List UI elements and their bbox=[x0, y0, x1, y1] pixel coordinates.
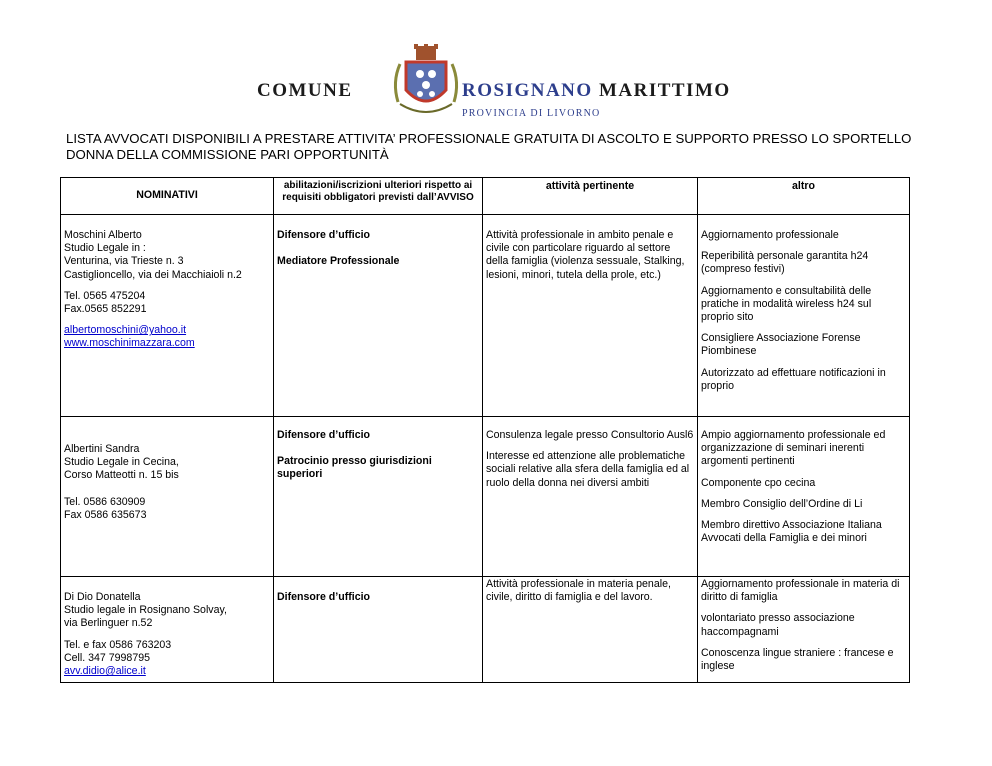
altro-item: Autorizzato ad effettuare notificazioni in proprio bbox=[701, 366, 886, 392]
altro-item: Consigliere Associazione Forense Piombinese bbox=[701, 332, 861, 358]
lawyers-table bbox=[60, 177, 910, 683]
lawyer-fax: Fax.0565 852291 bbox=[64, 303, 147, 316]
altro-item: Componente cpo cecina bbox=[701, 476, 816, 489]
cell-abilitazioni bbox=[274, 577, 483, 683]
cell-altro bbox=[698, 417, 910, 577]
altro-item: Membro Consiglio dell’Ordine di Li bbox=[701, 497, 863, 510]
lawyer-fax: Fax 0586 635673 bbox=[64, 508, 147, 521]
attivita-item: Attività professionale in materia penale, civile, diritto di famiglia e del lavoro. bbox=[486, 578, 671, 604]
lawyer-name: Moschini Alberto bbox=[64, 229, 142, 241]
cell-attivita bbox=[483, 215, 698, 417]
attivita-item: Consulenza legale presso Consultorio Ausl6 bbox=[486, 429, 694, 441]
logo-rosignano: ROSIGNANO bbox=[462, 80, 593, 101]
lawyer-tel: Tel. e fax 0586 763203 bbox=[64, 638, 172, 651]
abilitazione-item: Difensore d’ufficio bbox=[277, 229, 370, 241]
cell-abilitazioni bbox=[274, 417, 483, 577]
logo-provincia: PROVINCIA DI LIVORNO bbox=[462, 108, 601, 119]
abilitazione-item: Difensore d’ufficio bbox=[277, 591, 370, 603]
cell-altro bbox=[698, 215, 910, 417]
table-header-row bbox=[61, 178, 910, 215]
cell-altro bbox=[698, 577, 910, 683]
lawyer-website-link[interactable]: www.moschinimazzara.com bbox=[64, 337, 195, 350]
abilitazione-item: Patrocinio presso giurisdizioni superiori bbox=[277, 455, 432, 481]
attivita-item: Attività professionale in ambito penale e civile con particolare riguardo al settore della famiglia (violenza sessuale, Stalking, lesioni, minori, tutela della prole, etc.) bbox=[486, 229, 685, 281]
cell-attivita bbox=[483, 577, 698, 683]
lawyer-name: Di Dio Donatella bbox=[64, 591, 141, 603]
altro-item: Aggiornamento professionale bbox=[701, 229, 839, 241]
lawyer-email-link[interactable]: avv.didio@alice.it bbox=[64, 665, 146, 678]
lawyer-studio: Studio legale in Rosignano Solvay, bbox=[64, 604, 227, 617]
coat-of-arms-icon bbox=[390, 42, 462, 126]
header-attivita: attività pertinente bbox=[483, 178, 698, 215]
altro-item: Aggiornamento professionale in materia di diritto di famiglia bbox=[701, 578, 900, 604]
lawyer-tel: Tel. 0565 475204 bbox=[64, 289, 146, 302]
logo-comune-text: COMUNE bbox=[257, 80, 353, 101]
lawyer-email-link[interactable]: albertomoschini@yahoo.it bbox=[64, 324, 187, 337]
altro-item: Conoscenza lingue straniere : francese e inglese bbox=[701, 646, 894, 673]
header-nominativi: NOMINATIVI bbox=[61, 178, 274, 215]
lawyer-cell: Cell. 347 7998795 bbox=[64, 651, 150, 664]
altro-item: Membro direttivo Associazione Italiana Avvocati della Famiglia e dei minori bbox=[701, 519, 882, 545]
lawyer-address: Corso Matteotti n. 15 bis bbox=[64, 469, 179, 482]
header-abilitazioni: abilitazioni/iscrizioni ulteriori rispetto ai requisiti obbligatori previsti dall’AVVISO bbox=[274, 178, 483, 215]
cell-nominativo bbox=[61, 417, 274, 577]
lawyer-address: Castiglioncello, via dei Macchiaioli n.2 bbox=[64, 268, 242, 281]
altro-item: Reperibilità personale garantita h24 (compreso festivi) bbox=[701, 250, 869, 276]
lawyer-address: Venturina, via Trieste n. 3 bbox=[64, 255, 184, 268]
lawyer-tel: Tel. 0586 630909 bbox=[64, 495, 146, 508]
altro-item: Ampio aggiornamento professionale ed organizzazione di seminari inerenti argomenti pertinenti bbox=[701, 429, 886, 468]
altro-item: Aggiornamento e consultabilità delle pratiche in modalità wireless h24 sul proprio sito bbox=[701, 284, 872, 324]
altro-item: volontariato presso associazione haccompagnami bbox=[701, 612, 855, 638]
abilitazione-item: Mediatore Professionale bbox=[277, 255, 400, 268]
abilitazione-item: Difensore d’ufficio bbox=[277, 429, 370, 441]
lawyer-studio: Studio Legale in : bbox=[64, 242, 146, 255]
table-row bbox=[61, 577, 910, 683]
document-title: LISTA AVVOCATI DISPONIBILI A PRESTARE ATTIVITA’ PROFESSIONALE GRATUITA DI ASCOLTO E SUPPORTO PRESSO LO SPORTELLO DONNA DELLA COMMISSIONE PARI OPPORTUNITÀ bbox=[66, 131, 912, 162]
attivita-item: Interesse ed attenzione alle problematiche sociali relative alla sfera della famiglia ed al ruolo della donna nei diversi ambiti bbox=[486, 450, 690, 489]
lawyer-address: via Berlinguer n.52 bbox=[64, 617, 153, 630]
logo-marittimo: MARITTIMO bbox=[598, 80, 731, 101]
table-row bbox=[61, 417, 910, 577]
cell-attivita bbox=[483, 417, 698, 577]
cell-nominativo bbox=[61, 577, 274, 683]
header-altro: altro bbox=[698, 178, 910, 215]
letterhead bbox=[257, 42, 799, 126]
lawyer-studio: Studio Legale in Cecina, bbox=[64, 456, 179, 469]
table-row bbox=[61, 215, 910, 417]
cell-abilitazioni bbox=[274, 215, 483, 417]
cell-nominativo bbox=[61, 215, 274, 417]
lawyer-name: Albertini Sandra bbox=[64, 443, 140, 455]
logo-rosignano-text bbox=[462, 80, 731, 102]
